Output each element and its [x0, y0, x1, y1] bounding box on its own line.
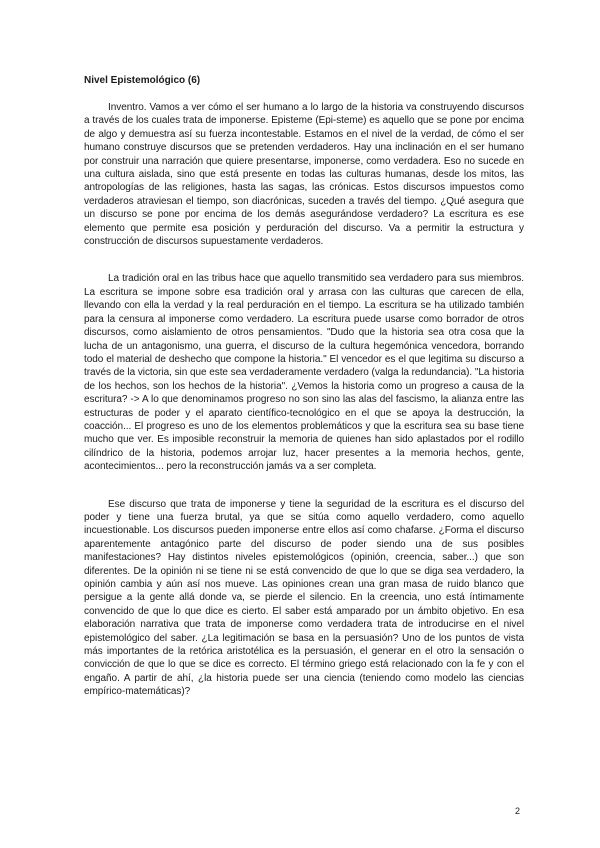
paragraph-1 — [84, 101, 524, 248]
paragraph-2 — [84, 272, 524, 473]
quote-historia-hechos: "La historia de los hechos, son los hechos de la historia" — [84, 367, 525, 392]
p1-text-a: Vamos a ver cómo el ser humano a lo largo de la historia va construyendo discursos a través de los cuales trata de imponerse. — [84, 102, 524, 127]
page-number: 2 — [514, 806, 520, 816]
term-episteme: Episteme — [271, 115, 313, 127]
term-inventro: Inventro. — [108, 102, 147, 113]
p2-text-c: . ¿Vemos la historia como un progreso a causa de la escritura? -> A lo que denominamos progreso no son sino las alas del fascismo, la alianza entre las estructuras de poder y el aparato científico-tecnológico en el que se apoya la destrucción, la coacción... El progreso es uno de los elementos problemáticos y que la escritura sea su base tiene mucho que ver. Es imposible reconstruir la memoria de quienes han sido aplastados por el rodillo cilíndrico de la historia, podemos arrojar luz, hacer presentes a la memoria hechos, gente, acontecimientos... pero la reconstrucción jamás va a ser completa. — [84, 380, 524, 473]
paragraph-3: Ese discurso que trata de imponerse y tiene la seguridad de la escritura es el discurso del poder y tiene una fuerza brutal, ya que se sitúa como aquello verdadero, como aquello incuestionable. Los discursos pueden imponerse entre ellos así como chafarse. ¿Forma el discurso aparentemente antagónico parte del discurso de poder siendo una de sus posibles manifestaciones? Hay distintos niveles epistemológicos (opinión, creencia, saber...) que son diferentes. De la opinión ni se tiene ni se está convencido de que lo que se diga sea verdadero, la opinión cambia y aún así nos mueve. Las opiniones crean una gran masa de ruido blanco que persigue a la gente allá donde va, se pierde el silencio. En la creencia, uno está íntimamente convencido de que lo que dice es cierto. El saber está amparado por un ámbito objetivo. En esa elaboración narrativa que trata de imponerse como verdadera trata de introducirse en el nivel epistemológico del saber. ¿La legitimación se basa en la persuasión? Uno de los puntos de vista más importantes de la retórica aristotélica es la persuasión, el generar en el otro la sensación o convicción de que lo que se dice es correcto. El término griego está relacionado con la fe y con el engaño. A partir de ahí, ¿la historia puede ser una ciencia (teniendo como modelo las ciencias empírico-matemáticas)? — [84, 498, 524, 698]
document-page — [84, 74, 524, 723]
p2-text-b: El vencedor es el que legitima su discurso a través de la victoria, sin que este sea verdaderamente verdadero (valga la redundancia). — [84, 353, 524, 379]
quote-historia-lucha: "Dudo que la historia sea otra cosa que la lucha de un antagonismo, una guerra, el discurso de la cultura hegemónica vencedora, borrando todo el material de deshecho que compone la historia." — [84, 327, 524, 365]
p1-text-b: (Epi-steme) es aquello que se pone por encima de algo y demuestra así su fuerza incontestable. Estamos en el nivel de la verdad, de cómo el ser humano construye discursos que se pretenden verdaderos. Hay una inclinación en el ser humano por construir una narración que quiere presentarse, imponerse, como verdadera. Eso no sucede en una cultura aislada, sino que está presente en todas las culturas humanas, desde los mitos, las antropologías de las religiones, hasta las sagas, las crónicas. Estos discursos impuestos como verdaderos atraviesan el tiempo, son diacrónicas, suceden a través del tiempo. ¿Qué asegura que un discurso se pone por encima de los demás asegurándose verdadero? La escritura es ese elemento que permite esa posición y perduración del discurso. Va a permitir la estructura y construcción de discursos supuestamente verdaderos. — [84, 115, 524, 248]
section-heading: Nivel Epistemológico (6) — [84, 75, 201, 86]
p2-text-a: La tradición oral en las tribus hace que aquello transmitido sea verdadero para sus miembros. La escritura se impone sobre esa tradición oral y arrasa con las culturas que carecen de ella, llevando con ella la verdad y la real perduración en el tiempo. La escritura se ha utilizado también para la censura al imponerse como verdadero. La escritura puede usarse como borrador de otros discursos, como aislamiento de otros pensamientos. — [84, 273, 524, 339]
